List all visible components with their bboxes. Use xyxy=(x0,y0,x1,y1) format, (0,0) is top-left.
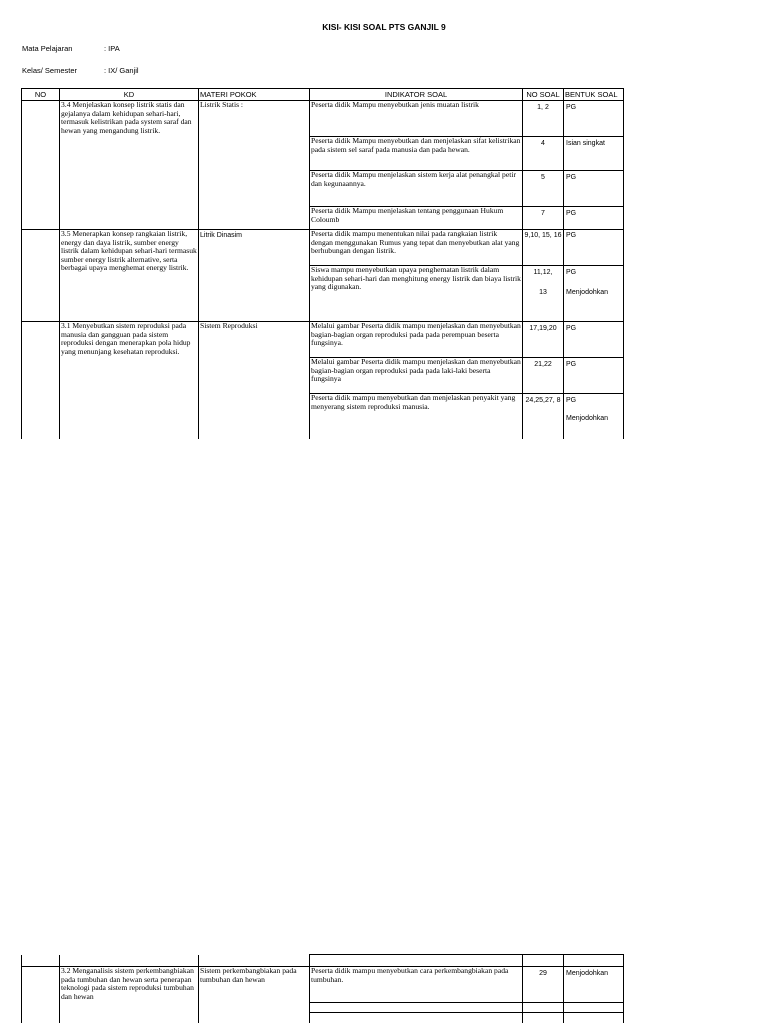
header-materi: MATERI POKOK xyxy=(199,89,310,101)
kd-cell: 3.4 Menjelaskan konsep listrik statis dan gejalanya dalam kehidupan sehari-hari, termasuk kelistrikan pada system saraf dan hewan yang mengandung listrik. xyxy=(60,101,199,230)
indikator-cell: Peserta didik mampu menyebutkan dan menjelaskan penyakit yang menyerang sistem reproduksi manusia. xyxy=(310,394,523,439)
no-soal-cell xyxy=(523,101,564,137)
indikator-cell: Siswa mampu menyebutkan upaya penghematan listrik dalam kehidupan sehari-hari dan menghitung energy listrik dan biaya listrik yang digunakan. xyxy=(310,266,523,322)
no-soal-value: 17,19,20 xyxy=(529,325,557,332)
bentuk-soal-cell xyxy=(564,967,624,1003)
bentuk-soal-value: PG xyxy=(566,361,577,368)
table-row xyxy=(22,101,624,137)
indikator-cell: Melalui gambar Peserta didik mampu menjelaskan dan menyebutkan bagian-bagian organ reproduksi pada pada laki-laki beserta fungsinya xyxy=(310,358,523,394)
bentuk-soal-cell xyxy=(564,1003,624,1013)
bentuk-soal-value: PG xyxy=(566,174,577,181)
no-cell xyxy=(22,967,60,1023)
bentuk-soal-value: PG xyxy=(566,269,577,276)
no-soal-value: 29 xyxy=(539,970,547,977)
indikator-cell xyxy=(310,1003,523,1013)
no-soal-cell xyxy=(523,171,564,207)
class-line xyxy=(22,66,222,75)
kd-cell xyxy=(60,955,199,967)
document-title: KISI- KISI SOAL PTS GANJIL 9 xyxy=(322,22,446,32)
no-soal-value: 11,12, xyxy=(533,269,553,276)
kisi-table-continued xyxy=(21,954,624,1023)
no-soal-value: 7 xyxy=(541,210,545,217)
materi-cell: Sistem Reproduksi xyxy=(199,322,310,439)
table-row xyxy=(22,967,624,1003)
no-cell xyxy=(22,955,60,967)
no-soal-cell xyxy=(523,137,564,171)
header-no: NO xyxy=(22,89,60,101)
bentuk-soal-value: PG xyxy=(566,397,577,404)
indikator-cell: Peserta didik Mampu menjelaskan tentang penggunaan Hukum Coloumb xyxy=(310,207,523,230)
no-soal-value: 13 xyxy=(539,289,547,296)
no-soal-cell xyxy=(523,266,564,322)
no-soal-value: 5 xyxy=(541,174,545,181)
subject-value: : IPA xyxy=(104,44,120,53)
bentuk-soal-cell xyxy=(564,394,624,439)
kd-cell: 3.1 Menyebutkan sistem reproduksi pada manusia dan gangguan pada sistem reproduksi dengan menerapkan pola hidup yang menunjang kesehatan reproduksi. xyxy=(60,322,199,439)
subject-line xyxy=(22,44,222,53)
indikator-cell xyxy=(310,1013,523,1023)
indikator-cell: Peserta didik Mampu menyebutkan dan menjelaskan sifat kelistrikan pada sistem sel saraf pada manusia dan pada hewan. xyxy=(310,137,523,171)
bentuk-soal-cell xyxy=(564,266,624,322)
kd-cell: 3.2 Menganalisis sistem perkembangbiakan pada tumbuhan dan hewan serta penerapan teknologi pada sistem reproduksi tumbuhan dan hewan xyxy=(60,967,199,1023)
no-soal-cell xyxy=(523,955,564,967)
no-soal-value: 21,22 xyxy=(534,361,552,368)
table-row xyxy=(22,322,624,358)
materi-cell: Litrik Dinasim xyxy=(199,230,310,322)
indikator-cell: Peserta didik mampu menentukan nilai pada rangkaian listrik dengan menggunakan Rumus yang tepat dan menyebutkan alat yang berhubungan dengan listrik. xyxy=(310,230,523,266)
header-kd: KD xyxy=(60,89,199,101)
bentuk-soal-value: Isian singkat xyxy=(566,140,605,147)
bentuk-soal-value: PG xyxy=(566,210,577,217)
bentuk-soal-value: PG xyxy=(566,325,577,332)
materi-cell: Listrik Statis : xyxy=(199,101,310,230)
no-cell xyxy=(22,230,60,322)
bentuk-soal-cell xyxy=(564,137,624,171)
no-cell xyxy=(22,322,60,439)
table-row xyxy=(22,230,624,266)
kisi-table xyxy=(21,88,624,439)
bentuk-soal-value: Menjodohkan xyxy=(566,970,609,977)
materi-cell xyxy=(199,955,310,967)
bentuk-soal-cell xyxy=(564,955,624,967)
no-soal-cell xyxy=(523,394,564,439)
table-header-row xyxy=(22,89,624,101)
bentuk-soal-cell xyxy=(564,171,624,207)
no-soal-cell xyxy=(523,207,564,230)
bentuk-soal-cell xyxy=(564,207,624,230)
bentuk-soal-value: PG xyxy=(566,104,577,111)
materi-cell: Sistem perkembangbiakan pada tumbuhan dan hewan xyxy=(199,967,310,1023)
bentuk-soal-cell xyxy=(564,101,624,137)
no-soal-cell xyxy=(523,967,564,1003)
no-soal-cell xyxy=(523,1013,564,1023)
indikator-cell xyxy=(310,955,523,967)
header-bentuk-soal: BENTUK SOAL xyxy=(564,89,624,101)
bentuk-soal-cell xyxy=(564,322,624,358)
bentuk-soal-value: PG xyxy=(566,232,577,239)
no-soal-cell xyxy=(523,1003,564,1013)
no-soal-value: 1, 2 xyxy=(537,104,549,111)
no-soal-value: 4 xyxy=(541,140,545,147)
no-cell xyxy=(22,101,60,230)
no-soal-cell xyxy=(523,230,564,266)
header-indikator: INDIKATOR SOAL xyxy=(310,89,523,101)
indikator-cell: Melalui gambar Peserta didik mampu menjelaskan dan menyebutkan bagian-bagian organ reproduksi pada pada perempuan beserta fungsinya. xyxy=(310,322,523,358)
bentuk-soal-value: Menjodohkan xyxy=(566,289,609,296)
no-soal-cell xyxy=(523,358,564,394)
indikator-cell: Peserta didik mampu menyebutkan cara perkembangbiakan pada tumbuhan. xyxy=(310,967,523,1003)
class-label: Kelas/ Semester xyxy=(22,66,78,75)
bentuk-soal-value: Menjodohkan xyxy=(566,415,609,422)
bentuk-soal-cell xyxy=(564,358,624,394)
bentuk-soal-cell xyxy=(564,1013,624,1023)
no-soal-value: 9,10, 15, 16 xyxy=(524,232,562,239)
no-soal-value: 24,25,27, 8 xyxy=(525,397,561,404)
subject-label: Mata Pelajaran xyxy=(22,44,73,53)
bentuk-soal-cell xyxy=(564,230,624,266)
header-no-soal: NO SOAL xyxy=(523,89,564,101)
indikator-cell: Peserta didik Mampu menyebutkan jenis muatan listrik xyxy=(310,101,523,137)
indikator-cell: Peserta didik Mampu menjelaskan sistem kerja alat penangkal petir dan kegunaannya. xyxy=(310,171,523,207)
table-row xyxy=(22,955,624,967)
kd-cell: 3.5 Menerapkan konsep rangkaian listrik, energy dan daya listrik, sumber energy listrik dalam kehidupan sehari-hari termasuk sumber energy listrik alternative, serta berbagai upaya menghemat energy listrik. xyxy=(60,230,199,322)
no-soal-cell xyxy=(523,322,564,358)
class-value: : IX/ Ganjil xyxy=(104,66,139,75)
